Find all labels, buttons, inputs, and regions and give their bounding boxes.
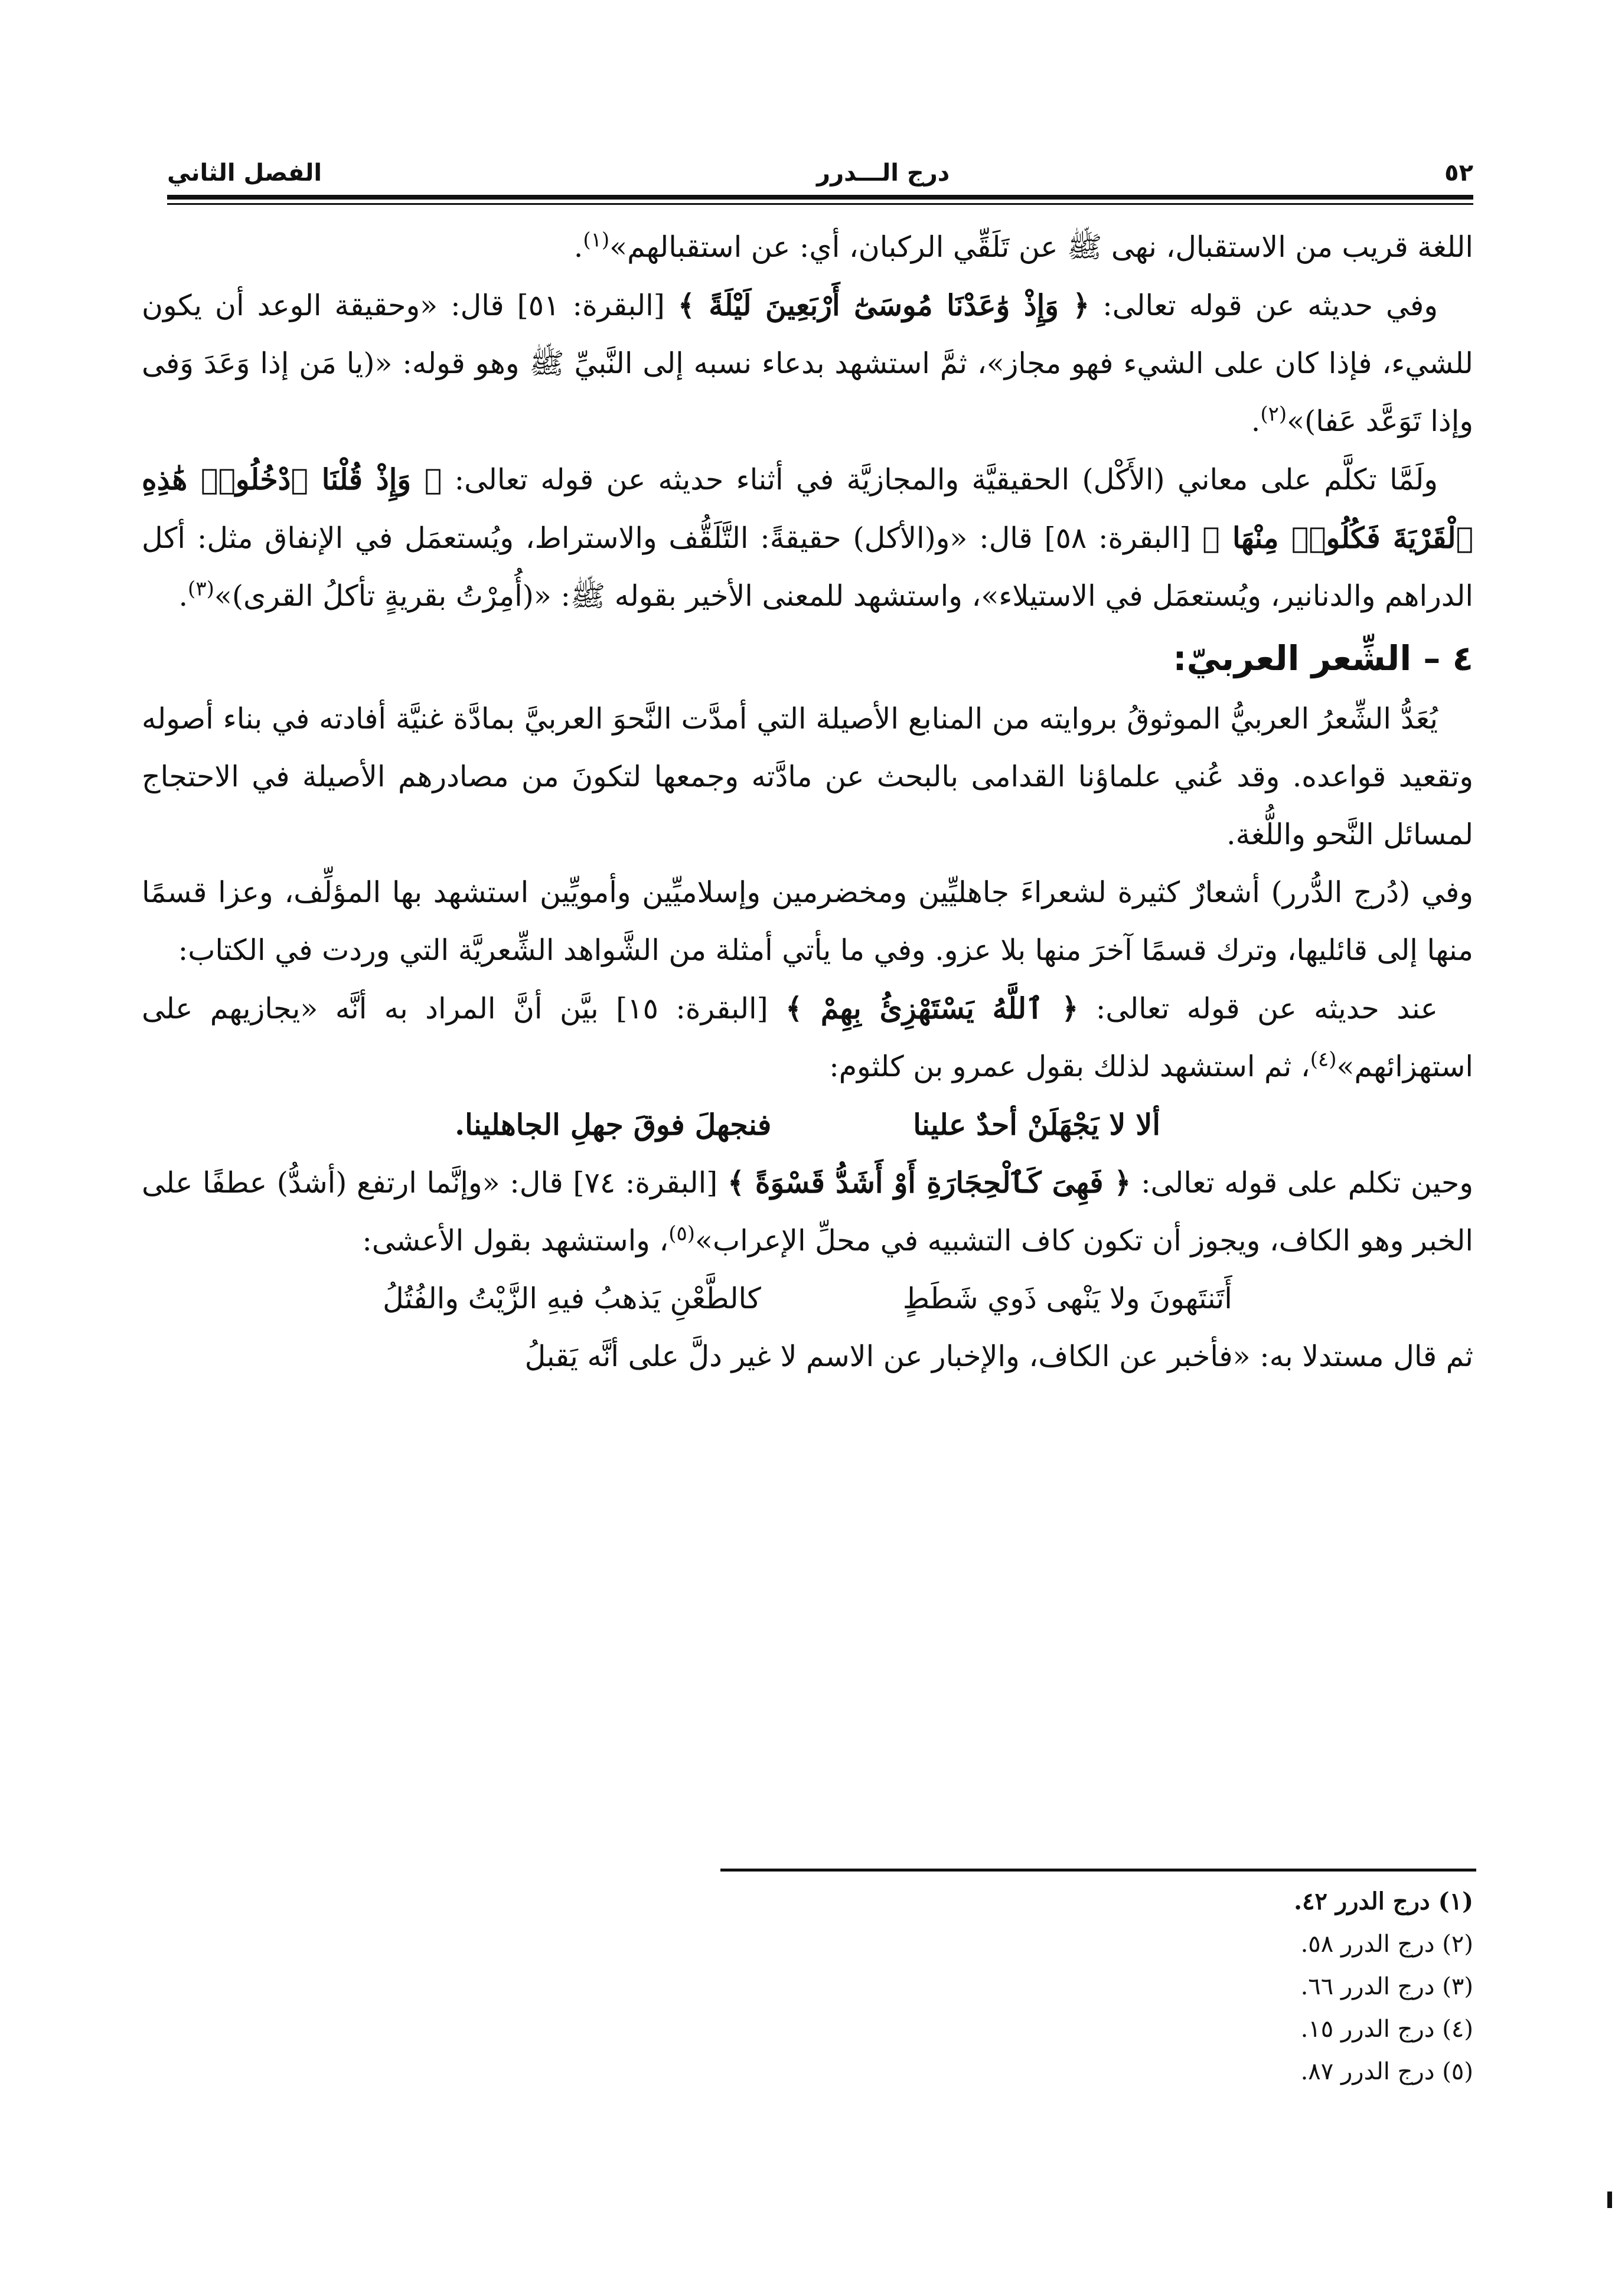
- verse2-first-hemistich: أَتَنتَهونَ ولا يَنْهى ذَوي شَطَطٍ: [902, 1282, 1232, 1315]
- quran-verse-1: ﴿ وَإِذْ وَٰعَدْنَا مُوسَىٰٓ أَرْبَعِينَ لَيْلَةً ﴾: [677, 288, 1090, 322]
- footnote-ref-2: (٢): [1260, 402, 1287, 426]
- header-rule-thin: [167, 203, 1473, 205]
- scan-mark: [1607, 2192, 1612, 2208]
- footnote-ref-5: (٥): [668, 1222, 696, 1246]
- p3-end: [البقرة: ٥٨] قال: «و(الأكل) حقيقةً: التَّلَقُّف والاستراط، ويُستعمَل في الإنفاق مثل: أكل الدراهم والدنانير، ويُستعمَل في الاستيلاء»، واستشهد للمعنى الأخير بقوله ﷺ: «(أُمِرْتُ بقريةٍ تأكلُ القرى)»: [142, 521, 1473, 613]
- footnote-ref-3: (٣): [188, 577, 214, 601]
- paragraph-4: يُعَدُّ الشِّعرُ العربيُّ الموثوقُ بروايته من المنابع الأصيلة التي أمدَّت النَّحوَ العربيَّ بمادَّة غنيَّة أفادته في بناء أصوله وتقعيد قواعده. وقد عُني علماؤنا القدامى بالبحث عن مادَّته وجمعها لتكونَ من مصادرهم الأصيلة في الاحتجاج لمسائل النَّحو واللُّغة.: [142, 702, 1473, 851]
- section-heading: ٤ – الشِّعر العربيّ:: [1173, 638, 1473, 678]
- p7-end: ، واستشهد بقول الأعشى:: [362, 1224, 669, 1258]
- chapter-title: الفصل الثاني: [167, 159, 322, 187]
- p1-text: اللغة قريب من الاستقبال، نهى ﷺ عن تَلَقِّي الركبان، أي: عن استقبالهم»: [609, 230, 1473, 264]
- p3-start: ولَمَّا تكلَّم على معاني (الأَكْل) الحقيقيَّة والمجازيَّة في أثناء حديثه عن قوله تعالى:: [454, 463, 1438, 497]
- p2-end: [البقرة: ٥١] قال: «وحقيقة الوعد أن يكون للشيء، فإذا كان على الشيء فهو مجاز»، ثمَّ استشهد بدعاء نسبه إلى النَّبيِّ ﷺ وهو قوله: «(يا مَن إذا وَعَدَ وَفى وإذا تَوَعَّد عَفا)»: [142, 289, 1473, 438]
- footnote-5: (٥) درج الدرر ٨٧.: [1300, 2058, 1473, 2085]
- p6-end: ، ثم استشهد لذلك بقول عمرو بن كلثوم:: [829, 1050, 1310, 1083]
- footnote-3: (٣) درج الدرر ٦٦.: [1300, 1973, 1473, 2000]
- paragraph-7: [142, 1154, 1473, 1270]
- paragraph-6: [142, 979, 1473, 1096]
- p6-mid: [البقرة: ١٥] بيَّن أنَّ المراد به أنَّه «يجازيهم على استهزائهم»: [142, 992, 1473, 1083]
- verse2-second-hemistich: كالطَّعْنِ يَذهبُ فيهِ الزَّيْتُ والفُتُلُ: [383, 1282, 761, 1315]
- footnote-1: (١) درج الدرر ٤٢.: [1294, 1887, 1473, 1915]
- book-title: درج الـــدرر: [817, 159, 950, 187]
- verse1-first-hemistich: ألا لا يَجْهَلَنْ أحدٌ علينا: [913, 1108, 1160, 1142]
- paragraph-8: ثم قال مستدلا به: «فأخبر عن الكاف، والإخبار عن الاسم لا غير دلَّ على أنَّه يَقبلُ: [524, 1340, 1473, 1373]
- quran-verse-2: ﴿ وَإِذْ قُلْنَا ٱدْخُلُوا۟ هَٰذِهِ ٱلْقَرْيَةَ فَكُلُوا۟ مِنْهَا ﴾: [142, 462, 1473, 555]
- paragraph-5: وفي (دُرج الدُّرر) أشعارٌ كثيرة لشعراءَ جاهليِّين ومخضرمين وإسلاميِّين وأمويِّين استشهد بها المؤلِّف، وعزا قسمًا منها إلى قائليها، وترك قسمًا آخرَ منها بلا عزو. وفي ما يأتي أمثلة من الشَّواهد الشِّعريَّة التي وردت في الكتاب:: [142, 876, 1473, 967]
- footnote-ref-4: (٤): [1310, 1047, 1337, 1072]
- p6-start: عند حديثه عن قوله تعالى:: [1095, 992, 1438, 1025]
- paragraph-2: وفي حديثه عن قوله تعالى: ﴿ وَإِذْ وَٰعَدْنَا مُوسَىٰٓ أَرْبَعِينَ لَيْلَةً ﴾ [البقرة: ٥١] قال: «وحقيقة الوعد أن يكون للشيء، فإذا كان على الشيء فهو مجاز»، ثمَّ استشهد بدعاء نسبه إلى النَّبيِّ ﷺ وهو قوله: «(يا مَن إذا وَعَدَ وَفى وإذا تَوَعَّد عَفا)»$^{(٢)}$.: [142, 288, 1473, 438]
- p7-mid: [البقرة: ٧٤] قال: «وإنَّما ارتفع (أشدُّ) عطفًا على الخبر وهو الكاف، ويجوز أن تكون كاف التشبيه في محلِّ الإعراب»: [142, 1166, 1473, 1258]
- paragraph-1: اللغة قريب من الاستقبال، نهى ﷺ عن تَلَقِّي الركبان، أي: عن استقبالهم»$^{(١)}$.: [573, 228, 1473, 264]
- footnote-separator: [720, 1869, 1476, 1872]
- header-rule-thick: [167, 195, 1473, 200]
- page-number: ٥٢: [1444, 159, 1473, 187]
- quran-verse-3: ﴿ ٱللَّهُ يَسْتَهْزِئُ بِهِمْ ﴾: [785, 991, 1079, 1025]
- poem-verse-1: [142, 1096, 1473, 1154]
- footnote-ref-1: (١): [583, 228, 610, 252]
- verse1-second-hemistich: فنجهلَ فوقَ جهلِ الجاهلينا.: [455, 1108, 772, 1142]
- p7-start: وحين تكلم على قوله تعالى:: [1141, 1166, 1474, 1200]
- footnote-4: (٤) درج الدرر ١٥.: [1300, 2016, 1473, 2043]
- main-text: [142, 218, 1473, 1386]
- p2-start: وفي حديثه عن قوله تعالى:: [1102, 289, 1438, 322]
- paragraph-3: ولَمَّا تكلَّم على معاني (الأَكْل) الحقيقيَّة والمجازيَّة في أثناء حديثه عن قوله تعالى: ﴿ وَإِذْ قُلْنَا ٱدْخُلُوا۟ هَٰذِهِ ٱلْقَرْيَةَ فَكُلُوا۟ مِنْهَا ﴾ [البقرة: ٥٨] قال: «و(الأكل) حقيقةً: التَّلَقُّف والاستراط، ويُستعمَل في الإنفاق مثل: أكل الدراهم والدنانير، ويُستعمَل في الاستيلاء»، واستشهد للمعنى الأخير بقوله ﷺ: «(أُمِرْتُ بقريةٍ تأكلُ القرى)»$^{(٣)}$.: [142, 462, 1473, 613]
- quran-verse-4: ﴿ فَهِىَ كَٱلْحِجَارَةِ أَوْ أَشَدُّ قَسْوَةً ﴾: [727, 1165, 1131, 1200]
- page-header: [167, 155, 1473, 191]
- footnote-2: (٢) درج الدرر ٥٨.: [1300, 1931, 1473, 1958]
- footnotes: [717, 1880, 1473, 2093]
- poem-verse-2: [142, 1270, 1473, 1328]
